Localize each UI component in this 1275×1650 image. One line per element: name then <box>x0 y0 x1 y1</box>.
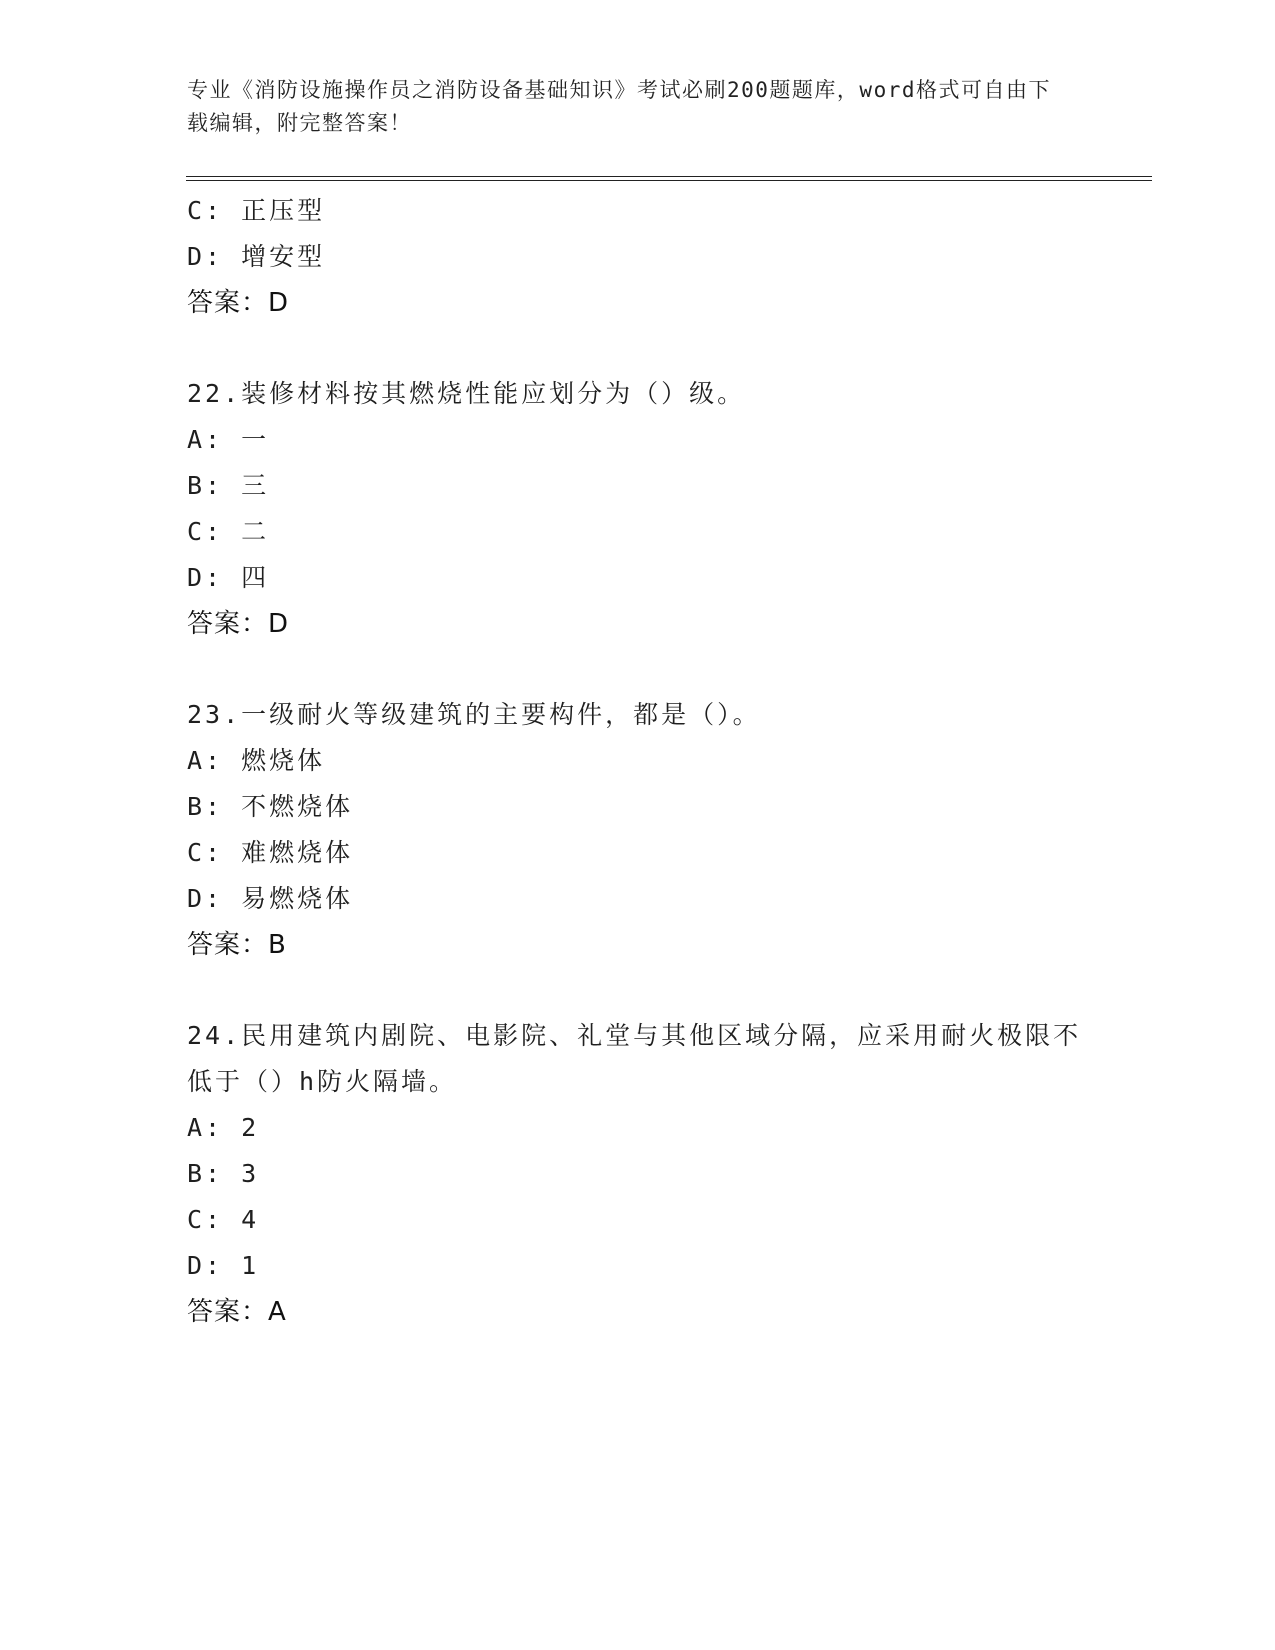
question-22 <box>187 371 1087 647</box>
option-a: A: 一 <box>187 425 270 454</box>
question-stem: 24.民用建筑内剧院、电影院、礼堂与其他区域分隔，应采用耐火极限不低于（）h防火隔墙。 <box>187 1021 1082 1096</box>
page-header <box>187 74 1067 140</box>
answer-line: 答案：D <box>187 288 290 318</box>
option-d: D: 1 <box>187 1251 260 1280</box>
option-d: D: 四 <box>187 563 270 592</box>
option-d: D: 增安型 <box>187 242 326 271</box>
option-c: C: 难燃烧体 <box>187 838 354 867</box>
option-a: A: 燃烧体 <box>187 746 326 775</box>
question-24 <box>187 1013 1087 1335</box>
question-stem: 23.一级耐火等级建筑的主要构件，都是（）。 <box>187 700 761 729</box>
question-stem: 22.装修材料按其燃烧性能应划分为（）级。 <box>187 379 746 408</box>
option-b: B: 不燃烧体 <box>187 792 354 821</box>
document-title: 专业《消防设施操作员之消防设备基础知识》考试必刷200题题库，word格式可自由下载编辑，附完整答案！ <box>187 78 1051 135</box>
option-a: A: 2 <box>187 1113 260 1142</box>
option-b: B: 三 <box>187 471 270 500</box>
header-divider <box>186 176 1152 181</box>
option-b: B: 3 <box>187 1159 260 1188</box>
option-c: C: 二 <box>187 517 270 546</box>
option-d: D: 易燃烧体 <box>187 884 354 913</box>
answer-line: 答案：B <box>187 930 287 960</box>
partial-question <box>187 188 1087 326</box>
question-23 <box>187 692 1087 968</box>
answer-line: 答案：A <box>187 1297 287 1327</box>
option-c: C: 4 <box>187 1205 260 1234</box>
answer-line: 答案：D <box>187 609 290 639</box>
option-c: C: 正压型 <box>187 196 326 225</box>
question-content <box>187 188 1087 1335</box>
